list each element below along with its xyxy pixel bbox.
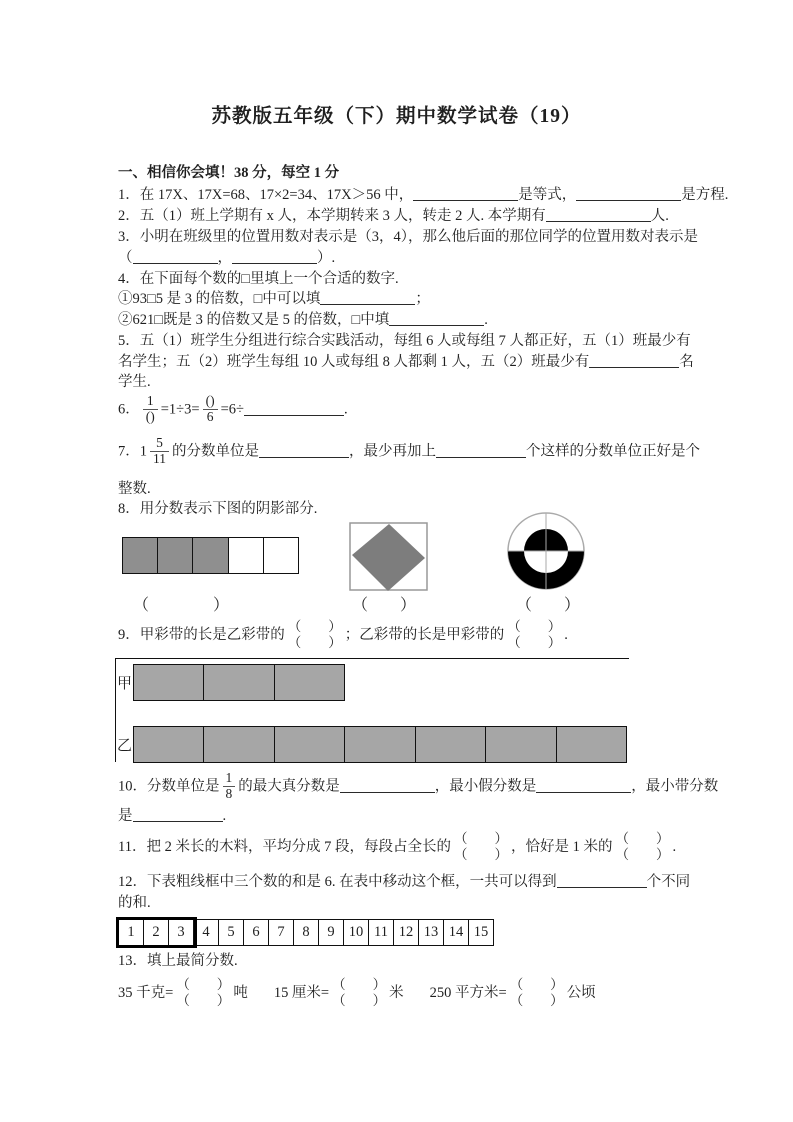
question-13: 13．填上最简分数. xyxy=(118,953,238,969)
question-3-line2 xyxy=(118,248,335,269)
strip-cell: 6 xyxy=(244,920,269,945)
bar-segment xyxy=(204,665,274,700)
answer-paren: （ ） xyxy=(133,597,230,614)
fraction: $\frac{1}{()}$ xyxy=(143,394,158,425)
strip-cell: 5 xyxy=(219,920,244,945)
ribbon-label-yi: 乙 xyxy=(117,738,133,754)
q7-text: 7．1 xyxy=(118,443,147,460)
question-12-line2: 的和. xyxy=(118,895,151,911)
bar-segment xyxy=(275,727,345,762)
q11-text: ，恰好是 1 米的 xyxy=(510,838,613,855)
q1-text: 是方程. xyxy=(681,187,729,203)
answer-blank xyxy=(546,206,651,222)
q7-text: 的分数单位是 xyxy=(172,443,259,460)
answer-blank xyxy=(389,310,484,326)
q13-text: 公顷 xyxy=(566,984,596,1001)
ribbon-length-diagram xyxy=(115,658,629,762)
shaded-cell xyxy=(193,538,228,573)
question-6 xyxy=(118,395,348,426)
strip-cell: 3 xyxy=(169,920,194,945)
q10-text: 的最大真分数是 xyxy=(238,778,340,795)
fraction: $\frac{5}{11}$ xyxy=(150,436,169,467)
question-5-line3: 学生. xyxy=(118,374,151,390)
q13-text: 250 平方米= xyxy=(429,984,507,1001)
ribbon-bar-jia xyxy=(133,664,345,701)
strip-cell: 8 xyxy=(294,920,319,945)
question-10-line2 xyxy=(118,806,226,827)
answer-blank xyxy=(436,442,526,458)
q10-text: 10．分数单位是 xyxy=(118,778,220,795)
answer-blank xyxy=(413,185,518,201)
question-9 xyxy=(118,620,568,651)
question-4b xyxy=(118,310,488,331)
exam-title: 苏教版五年级（下）期中数学试卷（19） xyxy=(211,106,582,127)
shaded-cell xyxy=(158,538,193,573)
q1-text: 是等式， xyxy=(518,187,577,203)
diamond-in-square-figure xyxy=(349,522,429,593)
answer-paren: （ ） xyxy=(516,597,581,614)
fraction: $\frac{1}{8}$ xyxy=(223,771,236,802)
q1-text: 1．在 17X、17X=68、17×2=34、17X＞56 中， xyxy=(118,187,414,203)
answer-blank xyxy=(133,806,223,822)
paren-fraction-blank: （ ） （ ） xyxy=(615,831,670,862)
shaded-cell xyxy=(123,538,158,573)
fraction: $\frac{()}{6}$ xyxy=(203,394,218,425)
q7-text: 个这样的分数单位正好是个 xyxy=(526,443,700,460)
q11-text: 11．把 2 米长的木料，平均分成 7 段，每段占全长的 xyxy=(118,838,451,855)
q6-text: . xyxy=(343,401,348,418)
answer-blank xyxy=(557,872,647,888)
q9-text: 9．甲彩带的长是乙彩带的 xyxy=(118,626,285,643)
q13-text: 吨 xyxy=(233,984,248,1001)
q6-label: 6． xyxy=(118,401,140,418)
strip-cell: 9 xyxy=(319,920,344,945)
q5-text: 名 xyxy=(679,354,694,370)
q13-text: 35 千克= xyxy=(118,984,174,1001)
question-13-items xyxy=(118,978,596,1009)
bar-segment xyxy=(486,727,556,762)
question-7 xyxy=(118,437,700,468)
q10-text: ，最小假分数是 xyxy=(434,778,537,795)
empty-cell xyxy=(229,538,264,573)
question-4a xyxy=(118,289,430,310)
q13-text: 15 厘米= xyxy=(273,984,330,1001)
q7-text: ，最少再加上 xyxy=(349,443,436,460)
bar-segment xyxy=(345,727,415,762)
empty-cell xyxy=(264,538,298,573)
q9-text: . xyxy=(564,626,568,643)
q3-text: ， xyxy=(217,250,232,266)
answer-blank xyxy=(320,289,415,305)
question-2 xyxy=(118,206,669,227)
answer-blank xyxy=(259,442,349,458)
q6-text: =6÷ xyxy=(220,401,244,418)
question-5-line1: 5．五（1）班学生分组进行综合实践活动，每组 6 人或每组 7 人都正好，五（1）班最少有 xyxy=(118,333,691,349)
q10-text: . xyxy=(222,808,227,824)
q2-text: 人. xyxy=(650,208,669,224)
strip-cell: 15 xyxy=(473,924,489,940)
question-7-line2: 整数. xyxy=(118,481,151,497)
q4a-text: ①93□5 是 3 的倍数，□中可以填 xyxy=(118,291,321,307)
strip-cell: 11 xyxy=(369,920,394,945)
bar-segment xyxy=(134,665,204,700)
answer-blank xyxy=(589,352,679,368)
q12-text: 个不同 xyxy=(646,874,691,890)
bar-segment xyxy=(204,727,274,762)
q10-text: ，最小带分数 xyxy=(631,778,719,795)
strip-cell: 7 xyxy=(269,920,294,945)
q6-text: =1÷3= xyxy=(160,401,200,418)
question-8: 8．用分数表示下图的阴影部分. xyxy=(118,501,318,517)
strip-cell: 10 xyxy=(344,920,369,945)
question-1 xyxy=(118,185,728,206)
question-10 xyxy=(118,772,718,803)
bar-segment xyxy=(416,727,486,762)
q9-text: ；乙彩带的长是甲彩带的 xyxy=(344,626,505,643)
q4a-text: ； xyxy=(415,291,430,307)
answer-blank xyxy=(232,248,317,264)
q13-text: 米 xyxy=(389,984,404,1001)
q2-text: 2．五（1）班上学期有 x 人，本学期转来 3 人，转走 2 人. 本学期有 xyxy=(118,208,546,224)
paren-fraction-blank: （ ） （ ） xyxy=(453,831,508,862)
q10-text: 是 xyxy=(118,808,133,824)
q5-text: 名学生；五（2）班学生每组 10 人或每组 8 人都剩 1 人，五（2）班最少有 xyxy=(118,354,590,370)
question-3-line1: 3．小明在班级里的位置用数对表示是（3，4），那么他后面的那位同学的位置用数对表示是 xyxy=(118,229,698,245)
paren-fraction-blank: （ ） （ ） xyxy=(332,977,387,1008)
q3-text: （ xyxy=(118,250,133,266)
bar-segment xyxy=(557,727,626,762)
question-11 xyxy=(118,832,676,863)
shaded-rectangle-figure xyxy=(122,537,299,574)
paren-fraction-blank: （ ） （ ） xyxy=(509,977,564,1008)
ribbon-bar-yi xyxy=(133,726,627,763)
strip-cell: 13 xyxy=(419,920,444,945)
question-5-line2 xyxy=(118,352,694,373)
question-4: 4．在下面每个数的□里填上一个合适的数字. xyxy=(118,271,399,287)
paren-fraction-blank: （ ） （ ） xyxy=(287,619,342,650)
strip-cell: 2 xyxy=(144,920,169,945)
circle-target-figure xyxy=(504,508,588,594)
strip-cell: 12 xyxy=(394,920,419,945)
answer-blank xyxy=(244,400,344,416)
number-strip xyxy=(118,919,494,946)
q12-text: 12．下表粗线框中三个数的和是 6. 在表中移动这个框，一共可以得到 xyxy=(118,874,557,890)
paren-fraction-blank: （ ） （ ） xyxy=(176,977,231,1008)
q3-text: ）. xyxy=(317,250,336,266)
strip-cell: 1 xyxy=(119,920,144,945)
ribbon-label-jia: 甲 xyxy=(117,676,133,692)
q4b-text: ②621□既是 3 的倍数又是 5 的倍数，□中填 xyxy=(118,312,390,328)
answer-paren: （ ） xyxy=(352,597,417,614)
paren-fraction-blank: （ ） （ ） xyxy=(507,619,562,650)
strip-cell: 4 xyxy=(194,920,219,945)
bar-segment xyxy=(275,665,344,700)
strip-cell: 14 xyxy=(444,920,469,945)
answer-blank xyxy=(536,777,631,793)
q4b-text: . xyxy=(484,312,488,328)
q11-text: . xyxy=(672,838,677,855)
section-heading: 一、相信你会填！38 分，每空 1 分 xyxy=(118,165,340,181)
question-12 xyxy=(118,872,690,893)
bar-segment xyxy=(134,727,204,762)
answer-blank xyxy=(133,248,218,264)
answer-blank xyxy=(340,777,435,793)
answer-blank xyxy=(576,185,681,201)
